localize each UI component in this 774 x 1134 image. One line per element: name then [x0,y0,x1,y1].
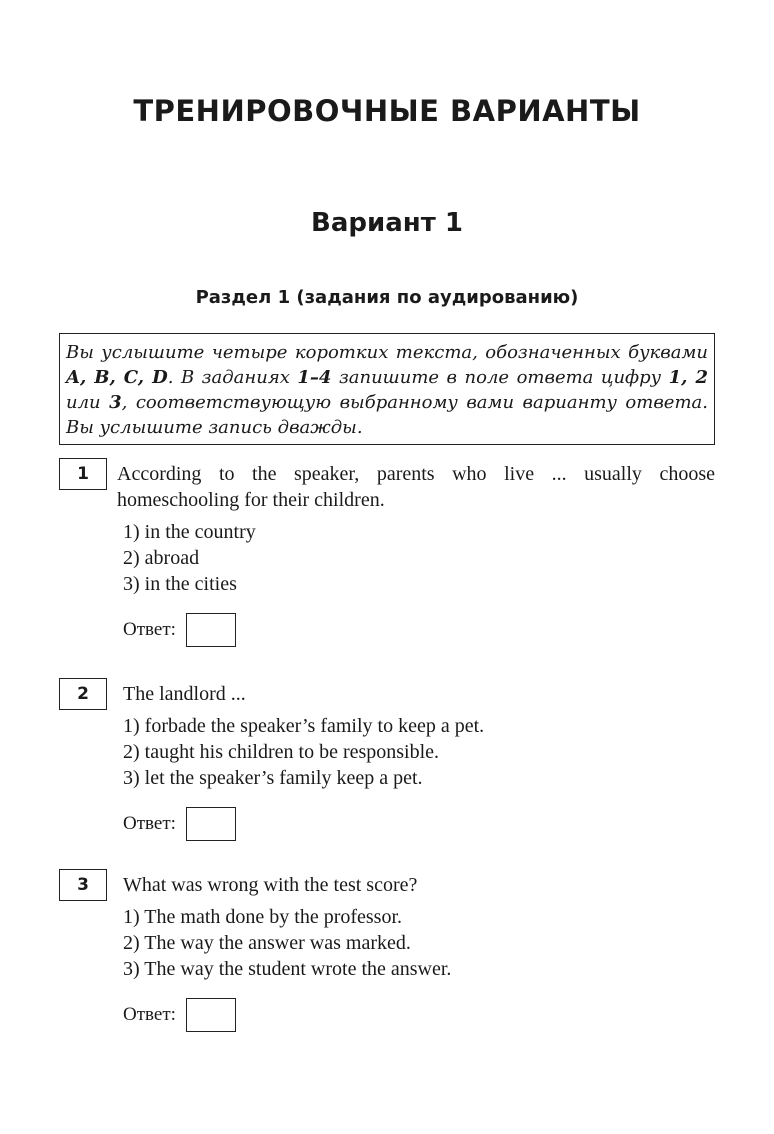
task-question: What was wrong with the test score? [123,874,418,896]
task-number: 3 [59,869,107,901]
answer-input-box[interactable] [186,807,236,841]
page-title: ТРЕНИРОВОЧНЫЕ ВАРИАНТЫ [133,94,641,128]
task-number: 1 [59,458,107,490]
task-question: According to the speaker, parents who live ... usually choose homeschooling for their children. [117,463,715,511]
option-2: 2) taught his children to be responsible. [123,741,440,763]
answer-input-box[interactable] [186,998,236,1032]
option-3: 3) let the speaker’s family keep a pet. [123,767,423,789]
instructions-box [59,333,715,445]
instructions-digits: 1, 2 [668,367,708,388]
task-question: The landlord ... [123,683,246,705]
instructions-text: . В заданиях [167,367,298,388]
instructions-range: 1–4 [297,367,332,388]
option-3: 3) in the cities [123,573,237,595]
section-title: Раздел 1 (задания по аудированию) [195,287,579,308]
answer-label: Ответ: [123,619,176,640]
answer-row [123,807,236,841]
option-2: 2) The way the answer was marked. [123,932,411,954]
instructions-text: , соответствующую выбранному вами варианту ответа. Вы услышите запись дважды. [66,392,708,438]
instructions-text: Вы услышите четыре коротких текста, обозначенных буквами [66,342,708,363]
answer-label: Ответ: [123,1004,176,1025]
option-2: 2) abroad [123,547,200,569]
option-1: 1) in the country [123,521,256,543]
instructions-text: или [66,392,110,413]
answer-row [123,998,236,1032]
instructions-text: запишите в поле ответа цифру [331,367,669,388]
variant-title: Вариант 1 [311,208,463,238]
instructions-letters: A, B, C, D [66,367,168,388]
option-1: 1) forbade the speaker’s family to keep a pet. [123,715,485,737]
option-1: 1) The math done by the professor. [123,906,403,928]
answer-input-box[interactable] [186,613,236,647]
answer-row [123,613,236,647]
answer-label: Ответ: [123,813,176,834]
instructions-digit: 3 [109,392,122,413]
task-number: 2 [59,678,107,710]
options-list [123,713,484,791]
task-3 [59,869,715,1039]
options-list [123,904,451,982]
task-2 [59,678,715,848]
options-list [123,519,256,597]
task-1 [59,458,715,658]
option-3: 3) The way the student wrote the answer. [123,958,452,980]
